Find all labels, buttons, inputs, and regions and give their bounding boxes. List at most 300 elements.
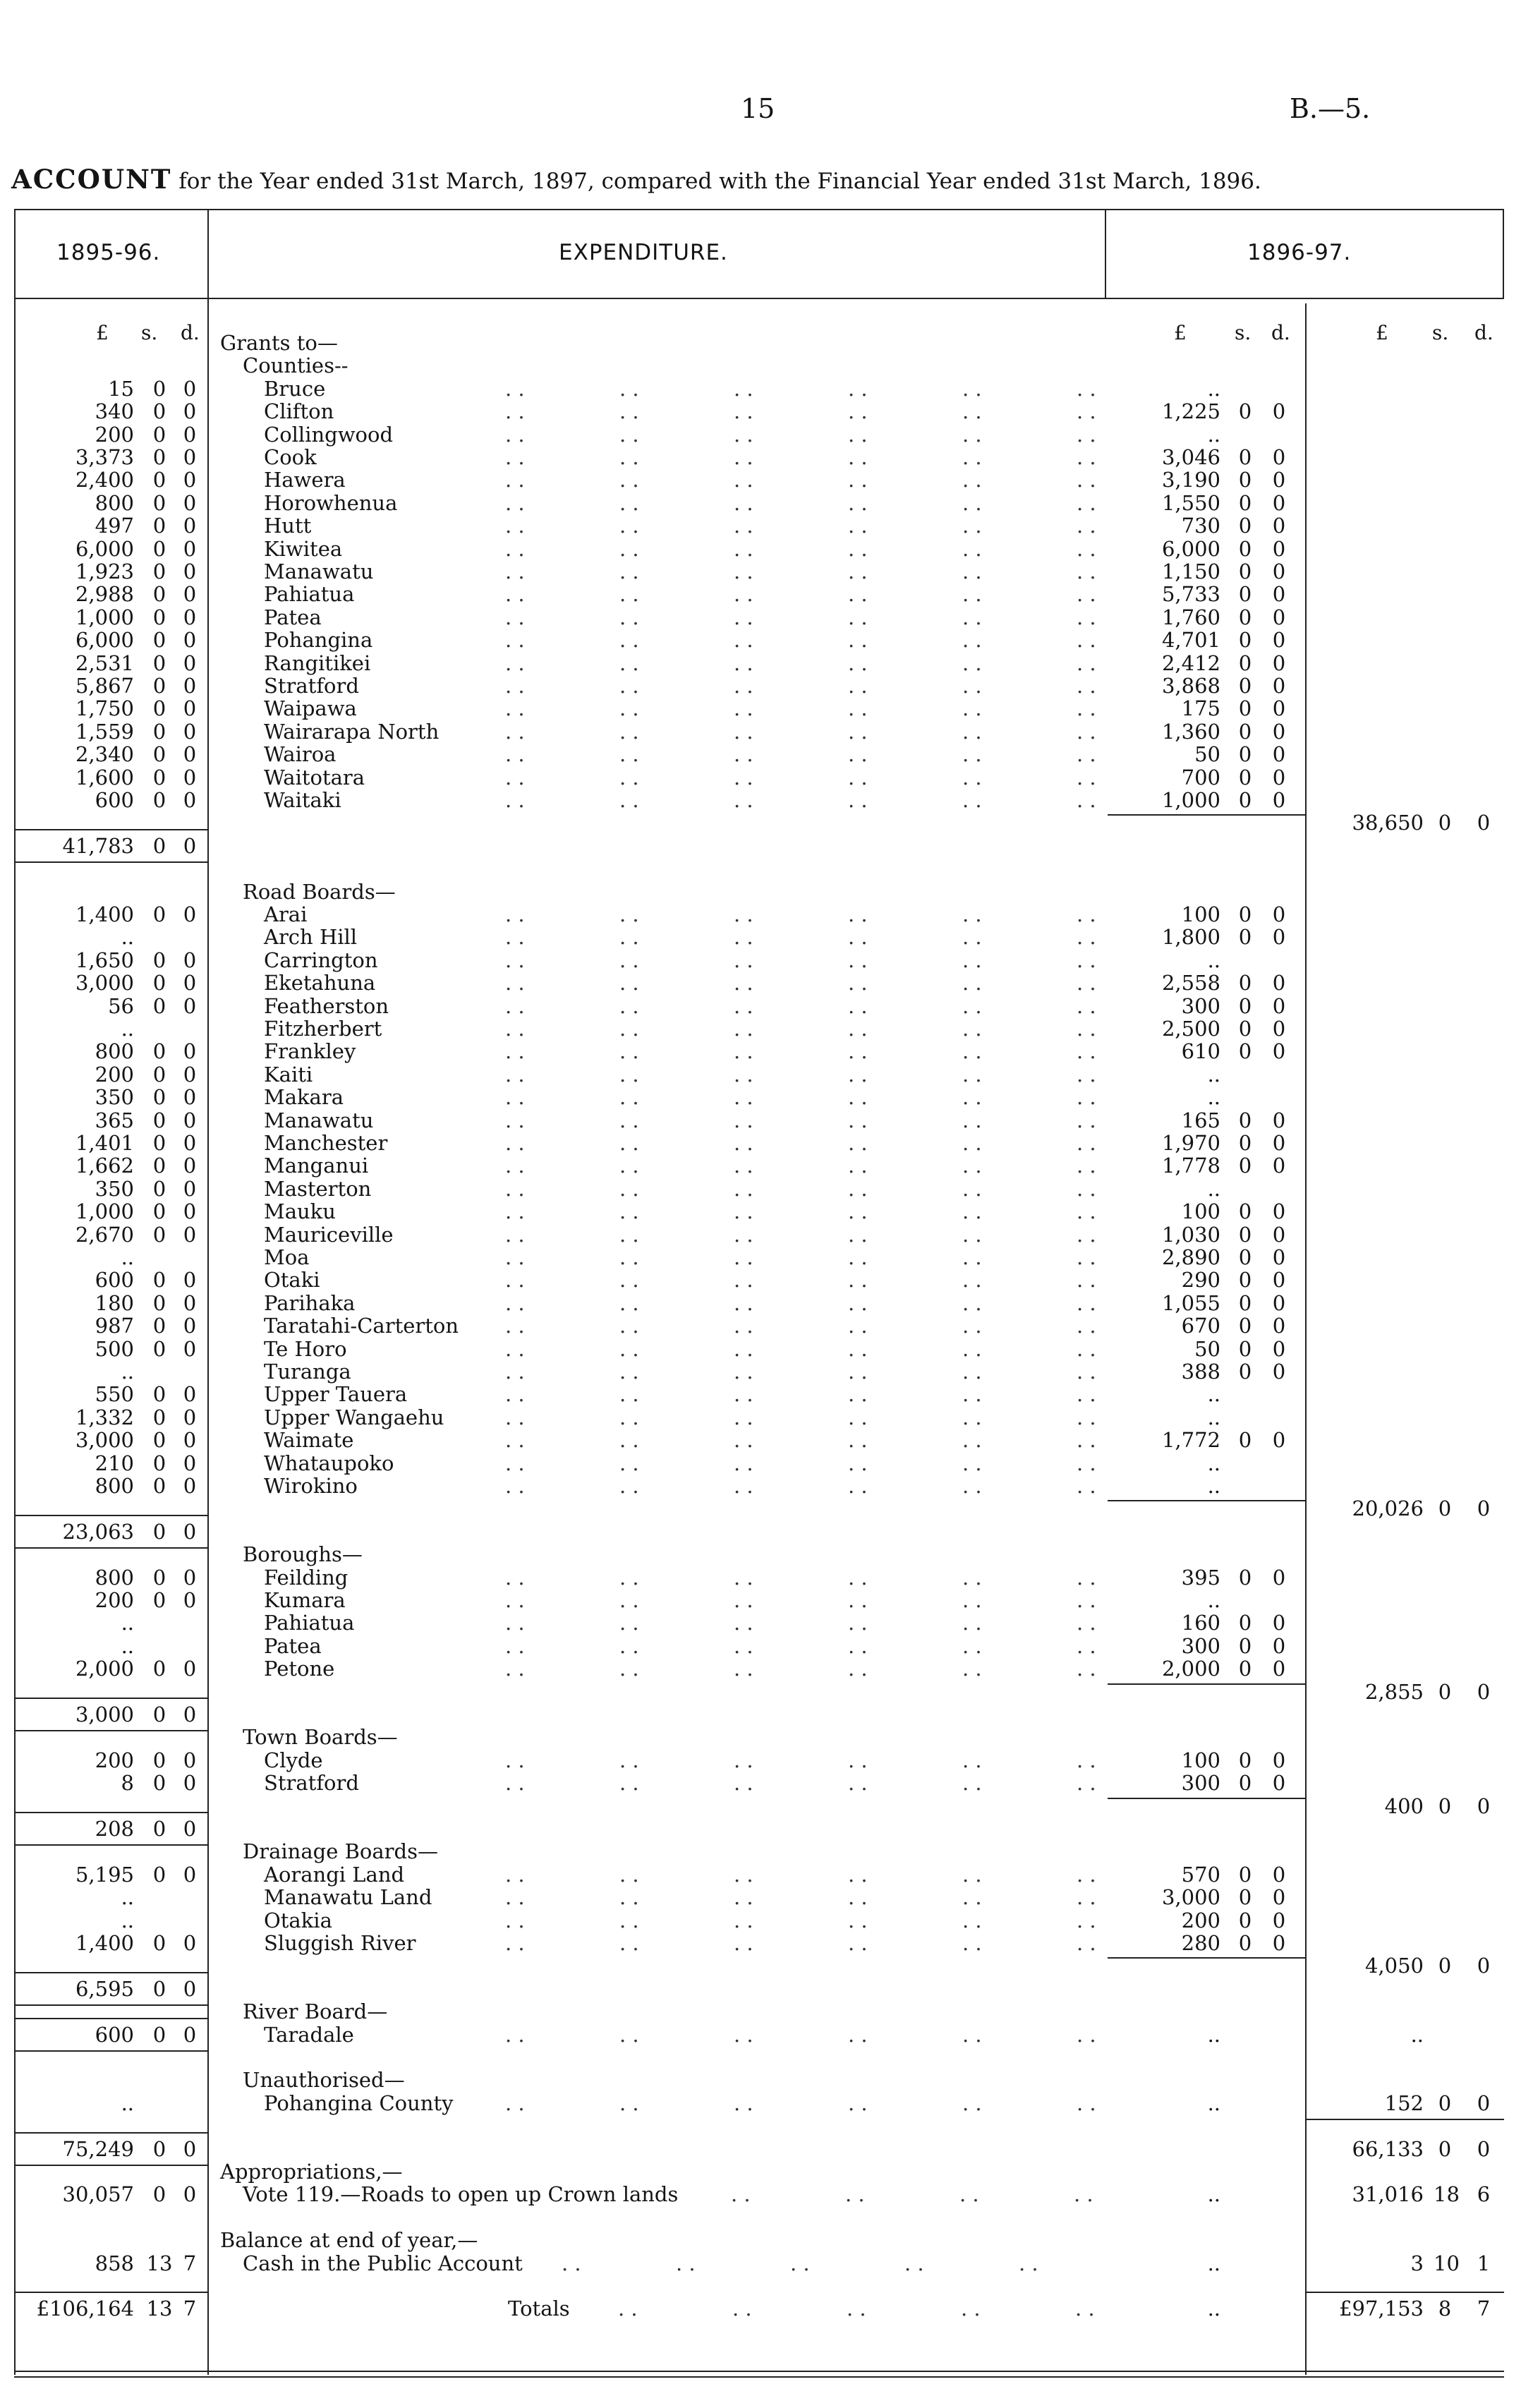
leader-dots: . . [962,1588,982,1612]
description: Upper Wangaehu [264,1405,444,1429]
curr-pounds: .. [1207,1474,1220,1498]
leader-dots: . . [1077,1245,1096,1269]
leader-dots: . . [848,2091,868,2115]
leader-dots: . . [962,1062,982,1087]
leader-dots: . . [1077,1611,1096,1635]
description: Collingwood [264,422,394,447]
leader-dots: . . [1077,536,1096,561]
leader-dots: . . [962,1611,982,1635]
leader-dots: . . [619,1474,639,1498]
prev-pounds: 497 [95,514,134,538]
leader-dots: . . [505,628,525,653]
description: Rangitikei [264,651,371,675]
leader-dots: . . [1077,971,1096,996]
leader-dots: . . [505,1222,525,1247]
prev-shillings: 0 [152,514,166,538]
curr-shillings: 0 [1238,1885,1252,1910]
leader-dots: . . [505,1633,525,1658]
curr-shillings: 0 [1238,605,1252,629]
curr-pounds: 1,550 [1161,490,1220,515]
prev-pence: 0 [183,1519,197,1544]
table-row [0,1749,1533,1772]
table-row [0,1772,1533,1794]
description: Otakia [264,1908,332,1932]
table-row [0,926,1533,948]
leader-dots: . . [962,2022,982,2047]
leader-dots: . . [848,1085,868,1110]
leader-dots: . . [505,399,525,424]
leader-dots: . . [734,1588,753,1612]
curr-pence: 0 [1272,674,1286,698]
total-shillings: 0 [1438,1496,1452,1521]
description: Feilding [264,1565,349,1590]
prev-pence: 0 [183,1154,197,1178]
leader-dots: . . [734,514,753,538]
prev-pence: 0 [183,1176,197,1201]
leader-dots: . . [505,948,525,972]
description: Mauriceville [264,1222,394,1247]
table-row [0,1795,1533,1817]
column-header-1895-96: 1895-96. [56,240,161,265]
curr-shillings: 0 [1238,1039,1252,1064]
prev-shillings: 0 [152,1131,166,1155]
subtotal-rule [14,1515,207,1516]
leader-dots: . . [848,605,868,629]
leader-dots: . . [962,1222,982,1247]
curr-shillings: 0 [1238,1633,1252,1658]
prev-pence: 0 [183,1862,197,1887]
leader-dots: . . [619,993,639,1018]
leader-dots: . . [1077,605,1096,629]
prev-pence: 0 [183,1085,197,1110]
total-shillings: 0 [1438,1793,1452,1818]
leader-dots: . . [848,993,868,1018]
description: Petone [264,1657,335,1681]
prev-pence: 0 [183,445,197,469]
curr-pounds: 300 [1181,1633,1220,1658]
prev-shillings: 0 [152,1039,166,1064]
leader-dots: . . [676,2251,696,2275]
leader-dots: . . [734,1474,753,1498]
prev-pounds: 800 [95,1474,134,1498]
table-row [0,1497,1533,1520]
prev-shillings: 0 [152,399,166,424]
prev-pounds: .. [121,1633,134,1658]
leader-dots: . . [734,1222,753,1247]
leader-dots: . . [848,1588,868,1612]
leader-dots: . . [1077,1908,1096,1932]
leader-dots: . . [619,376,639,401]
curr-pence: 0 [1272,468,1286,492]
curr-pounds: 100 [1181,1748,1220,1772]
curr-pounds: 2,890 [1161,1245,1220,1269]
leader-dots: . . [619,605,639,629]
curr-shillings: 0 [1238,696,1252,721]
prev-shillings: 0 [152,902,166,926]
description: Cash in the Public Account [243,2251,523,2275]
curr-pounds: 2,558 [1161,971,1220,996]
curr-shillings: 0 [1238,1657,1252,1681]
description: Hawera [264,468,346,492]
leader-dots: . . [1077,399,1096,424]
leader-dots: . . [1077,1062,1096,1087]
total-pence: 0 [1477,2091,1491,2115]
leader-dots: . . [619,925,639,950]
table-row [0,1932,1533,1954]
leader-dots: . . [619,902,639,926]
leader-dots: . . [505,1428,525,1453]
leader-dots: . . [962,1314,982,1338]
unit-pound-total: £ [1376,321,1388,344]
curr-shillings: 0 [1238,1268,1252,1293]
total-pounds: 66,133 [1352,2136,1424,2161]
leader-dots: . . [962,765,982,789]
leader-dots: . . [962,1131,982,1155]
leader-dots: . . [848,1176,868,1201]
curr-pounds: .. [1207,948,1220,972]
leader-dots: . . [962,1748,982,1772]
curr-pence: 0 [1272,788,1286,812]
curr-pence: 0 [1272,925,1286,950]
leader-dots: . . [962,1382,982,1407]
leader-dots: . . [562,2251,581,2275]
description: Waitotara [264,765,365,789]
table-row [0,789,1533,811]
prev-pence: 0 [183,559,197,583]
prev-pounds: 600 [95,1268,134,1293]
prev-shillings: 0 [152,1085,166,1110]
table-row [0,2023,1533,2046]
total-pence: 0 [1477,1679,1491,1704]
leader-dots: . . [734,1771,753,1796]
curr-pence: 0 [1272,1428,1286,1453]
leader-dots: . . [505,1908,525,1932]
leader-dots: . . [962,559,982,583]
prev-shillings: 13 [146,2251,173,2275]
curr-shillings: 0 [1238,1336,1252,1361]
description: Mauku [264,1199,336,1224]
curr-pounds: 3,190 [1161,468,1220,492]
prev-pence: 0 [183,696,197,721]
leader-dots: . . [962,1771,982,1796]
leader-dots: . . [619,788,639,812]
prev-pence: 0 [183,605,197,629]
leader-dots: . . [848,559,868,583]
unit-pence-total: d. [1474,321,1493,344]
leader-dots: . . [1077,1199,1096,1224]
leader-dots: . . [848,1360,868,1384]
table-row [0,423,1533,446]
leader-dots: . . [734,742,753,767]
curr-pounds: 2,000 [1161,1657,1220,1681]
leader-dots: . . [1077,1633,1096,1658]
leader-dots: . . [1077,582,1096,607]
total-pence: 0 [1477,1496,1491,1521]
table-row [0,629,1533,651]
table-row [0,1338,1533,1360]
leader-dots: . . [505,651,525,675]
leader-dots: . . [962,1931,982,1955]
leader-dots: . . [1077,1290,1096,1315]
leader-dots: . . [619,1268,639,1293]
table-row [0,743,1533,766]
curr-pounds: 3,868 [1161,674,1220,698]
leader-dots: . . [619,742,639,767]
curr-shillings: 0 [1238,1314,1252,1338]
leader-dots: . . [734,1633,753,1658]
leader-dots: . . [505,2091,525,2115]
leader-dots: . . [619,1314,639,1338]
curr-pence: 0 [1272,971,1286,996]
leader-dots: . . [848,1931,868,1955]
curr-pence: 0 [1272,765,1286,789]
curr-pence: 0 [1272,559,1286,583]
leader-dots: . . [848,1474,868,1498]
leader-dots: . . [848,1405,868,1429]
leader-dots: . . [505,1017,525,1041]
leader-dots: . . [505,1382,525,1407]
curr-pounds: 1,030 [1161,1222,1220,1247]
prev-shillings: 0 [152,1657,166,1681]
leader-dots: . . [962,582,982,607]
leader-dots: . . [505,582,525,607]
curr-pence: 0 [1272,1885,1286,1910]
leader-dots: . . [1077,1176,1096,1201]
leader-dots: . . [848,742,868,767]
prev-pounds: 1,600 [75,765,134,789]
leader-dots: . . [619,765,639,789]
leader-dots: . . [961,2297,981,2321]
prev-pence: 0 [183,582,197,607]
leader-dots: . . [1077,1885,1096,1910]
curr-shillings: 0 [1238,628,1252,653]
leader-dots: . . [619,1611,639,1635]
prev-pounds: 365 [95,1108,134,1132]
leader-dots: . . [734,1108,753,1132]
prev-shillings: 0 [152,1702,166,1726]
leader-dots: . . [1077,1336,1096,1361]
prev-pounds: 15 [108,376,134,401]
prev-shillings: 0 [152,1588,166,1612]
curr-pounds: 395 [1181,1565,1220,1590]
leader-dots: . . [505,902,525,926]
curr-pounds: 6,000 [1161,536,1220,561]
leader-dots: . . [734,674,753,698]
prev-pounds: 987 [95,1314,134,1338]
leader-dots: . . [848,1908,868,1932]
leader-dots: . . [848,1451,868,1475]
leader-dots: . . [962,514,982,538]
leader-dots: . . [962,788,982,812]
leader-dots: . . [1077,1017,1096,1041]
leader-dots: . . [734,1017,753,1041]
leader-dots: . . [1077,1451,1096,1475]
unit-pence-curr: d. [1271,321,1290,344]
leader-dots: . . [1077,422,1096,447]
curr-pounds: .. [1207,1588,1220,1612]
total-pence: 0 [1477,2136,1491,2161]
description: Pahiatua [264,1611,355,1635]
prev-pounds: 41,783 [62,833,134,858]
table-row [0,1429,1533,1451]
column-header-expenditure: EXPENDITURE. [559,240,728,265]
curr-pounds: 1,760 [1161,605,1220,629]
leader-dots: . . [1077,628,1096,653]
table-row [0,1566,1533,1589]
curr-shillings: 0 [1238,1017,1252,1041]
leader-dots: . . [505,376,525,401]
curr-shillings: 0 [1238,1360,1252,1384]
leader-dots: . . [734,1382,753,1407]
leader-dots: . . [962,925,982,950]
prev-pounds: .. [121,1017,134,1041]
leader-dots: . . [505,971,525,996]
leader-dots: . . [734,1405,753,1429]
prev-pounds: .. [121,1885,134,1910]
leader-dots: . . [848,1382,868,1407]
curr-pence: 0 [1272,1565,1286,1590]
table-row [0,2138,1533,2160]
description: Moa [264,1245,310,1269]
description: Eketahuna [264,971,376,996]
leader-dots: . . [505,788,525,812]
prev-shillings: 0 [152,2182,166,2207]
prev-pounds: 3,373 [75,445,134,469]
description: Makara [264,1085,344,1110]
leader-dots: . . [962,376,982,401]
prev-pence: 0 [183,1976,197,2001]
leader-dots: . . [1074,2182,1093,2207]
curr-shillings: 0 [1238,1131,1252,1155]
unit-pound-curr: £ [1174,321,1187,344]
total-pence: 1 [1477,2251,1491,2275]
total-pence: 0 [1477,1793,1491,1818]
leader-dots: . . [619,1336,639,1361]
curr-pence: 0 [1272,1657,1286,1681]
table-row [0,2275,1533,2297]
prev-pounds: 1,000 [75,605,134,629]
table-row [0,652,1533,674]
leader-dots: . . [734,765,753,789]
table-row [0,468,1533,491]
curr-shillings: 0 [1238,1908,1252,1932]
leader-dots: . . [505,1405,525,1429]
description: Te Horo [264,1336,347,1361]
leader-dots: . . [1019,2251,1038,2275]
curr-shillings: 0 [1238,719,1252,744]
description: Horowhenua [264,490,398,515]
curr-pounds: .. [1207,2022,1220,2047]
curr-pounds: 1,970 [1161,1131,1220,1155]
table-row [0,446,1533,468]
curr-pence: 0 [1272,651,1286,675]
prev-shillings: 0 [152,719,166,744]
leader-dots: . . [505,765,525,789]
prev-pounds: 1,662 [75,1154,134,1178]
prev-shillings: 0 [152,765,166,789]
leader-dots: . . [962,719,982,744]
table-row [0,1314,1533,1337]
table-row [0,1178,1533,1200]
leader-dots: . . [962,1017,982,1041]
table-row [0,1475,1533,1497]
leader-dots: . . [734,1245,753,1269]
description: Frankley [264,1039,356,1064]
leader-dots: . . [1077,1474,1096,1498]
curr-pounds: 5,733 [1161,582,1220,607]
prev-pounds: 8 [121,1771,134,1796]
leader-dots: . . [848,1657,868,1681]
prev-shillings: 0 [152,651,166,675]
description: Kiwitea [264,536,343,561]
description: River Board— [243,1999,388,2024]
total-pounds: 400 [1384,1793,1424,1818]
table-row [0,1154,1533,1177]
prev-pounds: .. [121,1908,134,1932]
prev-pounds: 1,923 [75,559,134,583]
prev-pounds: 800 [95,490,134,515]
curr-shillings: 0 [1238,536,1252,561]
leader-dots: . . [848,1428,868,1453]
prev-pounds: £106,164 [36,2297,134,2321]
curr-pounds: .. [1207,1405,1220,1429]
prev-shillings: 0 [152,1268,166,1293]
leader-dots: . . [848,490,868,515]
table-row [0,2206,1533,2229]
curr-shillings: 0 [1238,1222,1252,1247]
curr-pence: 0 [1272,514,1286,538]
table-row [0,1817,1533,1840]
leader-dots: . . [962,1245,982,1269]
leader-dots: . . [1077,1428,1096,1453]
leader-dots: . . [962,1908,982,1932]
leader-dots: . . [1077,696,1096,721]
curr-pounds: .. [1207,2182,1220,2207]
table-row [0,1726,1533,1748]
prev-pounds: .. [121,1245,134,1269]
leader-dots: . . [848,1154,868,1178]
table-row [0,995,1533,1017]
prev-pence: 0 [183,993,197,1018]
leader-dots: . . [505,1131,525,1155]
prev-pence: 0 [183,902,197,926]
prev-pounds: 200 [95,1748,134,1772]
leader-dots: . . [962,1336,982,1361]
leader-dots: . . [505,1657,525,1681]
prev-shillings: 0 [152,1451,166,1475]
prev-shillings: 0 [152,1405,166,1429]
table-row [0,811,1533,834]
prev-pounds: .. [121,1360,134,1384]
description: Town Boards— [243,1725,398,1750]
leader-dots: . . [959,2182,979,2207]
leader-dots: . . [505,1862,525,1887]
prev-pounds: 2,000 [75,1657,134,1681]
total-pence: 0 [1477,811,1491,835]
table-row [0,1246,1533,1269]
description: Hutt [264,514,312,538]
prev-pounds: 6,000 [75,628,134,653]
table-row [0,1200,1533,1223]
prev-pence: 0 [183,651,197,675]
leader-dots: . . [848,1199,868,1224]
leader-dots: . . [505,742,525,767]
prev-pence: 0 [183,1199,197,1224]
leader-dots: . . [505,559,525,583]
leader-dots: . . [619,1062,639,1087]
leader-dots: . . [848,696,868,721]
table-row [0,1863,1533,1886]
